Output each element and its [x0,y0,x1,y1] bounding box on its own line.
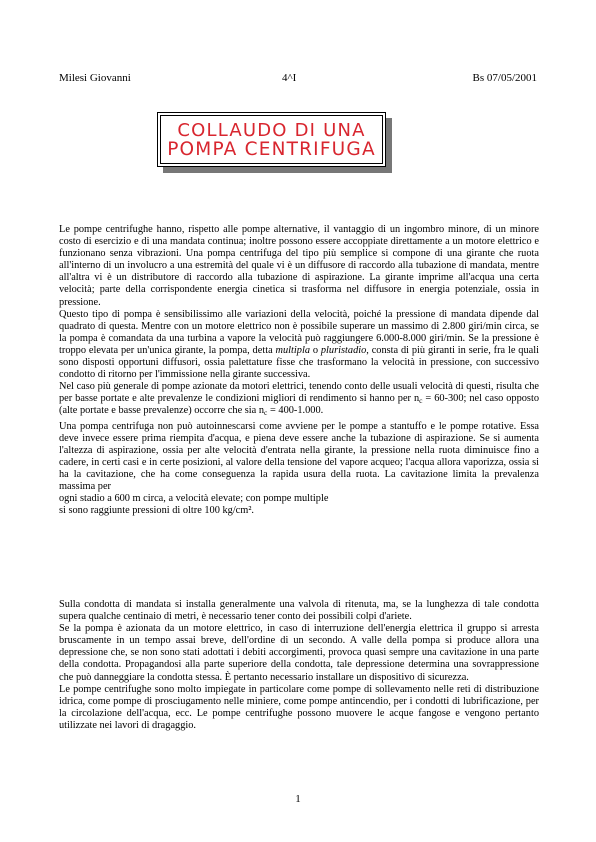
title-box [157,112,386,167]
paragraph-efficiency [59,381,539,417]
body-text-block-2 [59,599,539,732]
paragraph-speed [59,309,539,382]
body-text-block-1 [59,224,539,517]
paragraph-cavitation-line-3: si sono raggiunte pressioni di oltre 100 kg/cm². [59,505,255,517]
page-number: 1 [295,793,301,805]
title-line-2: POMPA CENTRIFUGA [167,138,376,160]
subscript-c-1: c [419,396,423,406]
subscript-c-2: c [264,408,268,418]
class-label: 4^I [282,72,297,84]
term-multipla: multipla [275,344,310,356]
paragraph-cavitation-line-2: ogni stadio a 600 m circa, a velocità elevate; con pompe multiple [59,493,329,505]
title-box-inner [160,115,383,164]
paragraph-speed-text-a: Questo tipo di pompa è sensibilissimo alle variazioni della velocità, poiché la pressione di mandata dipende dal quadrato di questa. Mentre con un motore elettrico non è possibile superare un massimo di 2.800 giri/min circa, se la pompa è comandata da una turbina a vapore la velocità può raggiungere 6.000-8.000 giri/min. Se la pressione è troppo elevata per un'unica girante, la pompa, detta [59,308,539,356]
paragraph-speed-text-b: o [310,344,321,356]
document-date: Bs 07/05/2001 [472,72,537,84]
paragraph-efficiency-text-c: = 400-1.000. [267,405,324,417]
term-pluristadio: pluristadio [320,344,367,356]
paragraph-check-valve: Sulla condotta di mandata si installa generalmente una valvola di ritenuta, ma, se la lunghezza di tale condotta supera qualche centinaio di metri, è necessario tener conto dei possibili colpi d'ariete. [59,599,539,623]
paragraph-cavitation: Una pompa centrifuga non può autoinnescarsi come avviene per le pompe a stantuffo e le pompe rotative. Essa deve invece essere prima riempita d'acqua, e piena deve essere anche la tubazione di aspirazione. Se si aumenta l'altezza di aspirazione, ossia per alte velocità d'entrata nella girante, la pressione nella ruota diminuisce fino a cadere, in certi casi e in certe posizioni, al valore della tensione del vapore acqueo; l'acqua allora vaporizza, ossia si ha la cavitazione, che ha come conseguenza la rapida usura della ruota. La cavitazione limita la prevalenza massima per [59,420,539,492]
title-line-1: COLLAUDO DI UNA [177,119,366,141]
page-header [59,71,537,85]
paragraph-applications: Le pompe centrifughe sono molto impiegate in particolare come pompe di sollevamento nelle reti di distribuzione idrica, come pompe di prosciugamento nelle miniere, come pompe antincendio, per i condotti di lubrificazione, per la circolazione dell'acqua, ecc. Le pompe centrifughe possono muovere le acque fangose e vengono pertanto utilizzate nei lavori di dragaggio. [59,683,539,731]
paragraph-intro: Le pompe centrifughe hanno, rispetto alle pompe alternative, il vantaggio di un ingombro minore, di un minore costo di esercizio e di una mandata continua; inoltre possono essere accoppiate direttamente a un motore elettrico e funzionano senza vibrazioni. Una pompa centrifuga del tipo più semplice si compone di una girante che ruota all'interno di un involucro a una estremità del quale vi è un diffusore di raccordo alla tubazione di mandata, mentre all'altra vi è un distributore di raccordo alla tubazione di aspirazione. La girante imprime all'acqua una certa velocità; parte della corrispondente energia cinetica si trasforma nel diffusore in energia potenziale, ossia in pressione. [59,224,539,308]
paragraph-power-failure: Se la pompa è azionata da un motore elettrico, in caso di interruzione dell'energia elettrica il gruppo si arresta bruscamente in un tempo assai breve, dell'ordine di un secondo. A valle della pompa si produce allora una depressione che, se non sono stati adottati i debiti accorgimenti, provoca quasi sempre una cavitazione in una parte della condotta. Propagandosi alla parte superiore della condotta, tale depressione determina una sovrappressione che può danneggiare la condotta stessa. È pertanto necessario installare un dispositivo di sicurezza. [59,623,539,683]
paragraph-efficiency-text-b: = 60-300; nel caso opposto (alte portate e basse prevalenze) occorre che sia n [59,393,540,417]
paragraph-efficiency-text-a: Nel caso più generale di pompe azionate da motori elettrici, tenendo conto delle usuali velocità di questi, risulta che per basse portate e alte prevalenze le condizioni migliori di rendimento si hanno per n [59,381,539,405]
paragraph-speed-text-c: , consta di più giranti in serie, fra le quali sono disposti opportuni diffusori, ossia palettature fisse che trasformano la velocità in pressione, con successivo condotto di ritorno per l'immissione nella girante successiva. [59,344,539,381]
author-name: Milesi Giovanni [59,72,131,84]
